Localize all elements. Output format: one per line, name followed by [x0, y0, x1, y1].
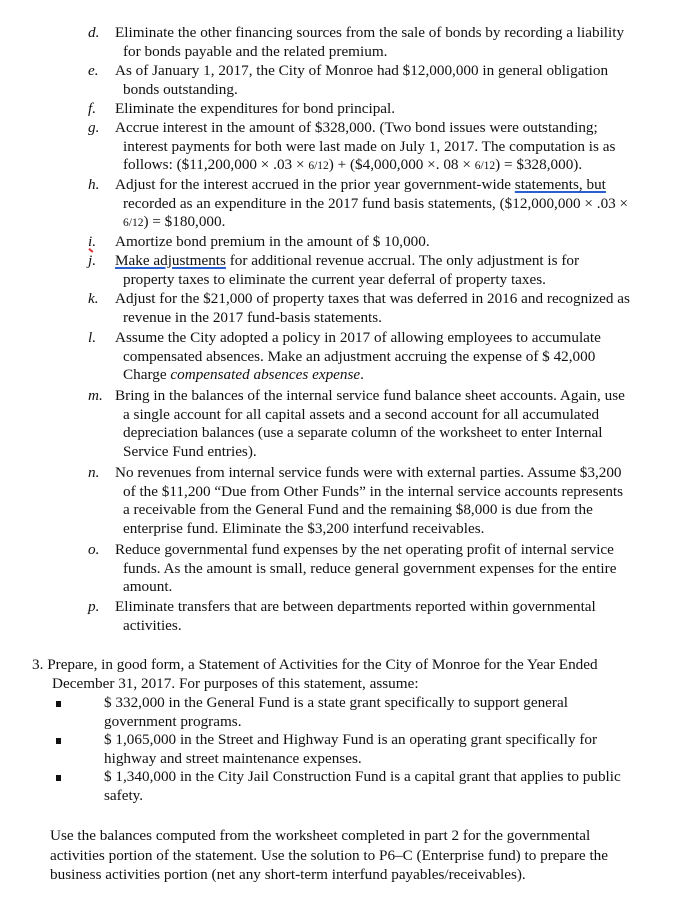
fraction: 6/12 — [123, 217, 144, 230]
item-h — [88, 176, 688, 233]
item-text: a single account for all capital assets and a second account for all accumulated — [123, 405, 600, 423]
item-g — [88, 119, 688, 176]
section-3-heading — [32, 656, 682, 693]
item-text: Eliminate the other financing sources from the sale of bonds by recording a liability — [115, 24, 625, 41]
list-item-text: $ 332,000 in the General Fund is a state grant specifically to support general — [104, 694, 568, 711]
item-marker: m. — [88, 387, 103, 404]
bullet-icon — [56, 775, 61, 781]
item-text — [115, 156, 688, 176]
item-text: amount. — [123, 578, 173, 596]
item-text: bonds outstanding. — [123, 80, 238, 98]
paragraph-line: Use the balances computed from the worksheet completed in part 2 for the governmental — [50, 827, 591, 844]
list-item-text: highway and street maintenance expenses. — [104, 749, 362, 767]
item-text — [115, 252, 579, 269]
item-marker: d. — [88, 24, 100, 41]
item-f — [88, 100, 688, 119]
fraction: 6/12 — [308, 160, 329, 173]
item-marker: n. — [88, 464, 100, 481]
item-text: As of January 1, 2017, the City of Monroe had $12,000,000 in general obligation — [115, 62, 609, 79]
list-item-text: $ 1,340,000 in the City Jail Construction Fund is a capital grant that applies to public — [104, 768, 621, 786]
item-marker: f. — [88, 100, 97, 117]
item-text — [115, 213, 688, 233]
item-text: Adjust for the $21,000 of property taxes that was deferred in 2016 and recognized as — [115, 290, 630, 307]
section-3-line: December 31, 2017. For purposes of this statement, assume: — [52, 674, 419, 692]
item-d — [88, 24, 688, 61]
item-text: recorded as an expenditure in the 2017 fund basis statements, ($12,000,000 × .03 × — [123, 194, 629, 212]
item-marker: k. — [88, 290, 99, 307]
item-n — [88, 464, 688, 538]
text-run: Adjust for the interest accrued in the prior year government-wide — [115, 176, 515, 193]
bullet-icon — [56, 738, 61, 744]
list-item-text: $ 1,065,000 in the Street and Highway Fund is an operating grant specifically for — [104, 731, 598, 749]
item-text: Reduce governmental fund expenses by the net operating profit of internal service — [115, 541, 614, 558]
item-k — [88, 290, 688, 327]
list-item-text: government programs. — [104, 712, 242, 730]
item-text: Eliminate transfers that are between departments reported within governmental — [115, 598, 596, 615]
item-i — [88, 233, 688, 252]
item-m — [88, 387, 688, 461]
item-text: Accrue interest in the amount of $328,000. (Two bond issues were outstanding; — [115, 119, 598, 136]
section-3-line: 3. Prepare, in good form, a Statement of Activities for the City of Monroe for the Year Ended — [32, 656, 598, 673]
item-marker: h. — [88, 176, 100, 193]
paragraph-line: business activities portion (net any short-term interfund payables/receivables). — [50, 866, 526, 883]
item-text: revenue in the 2017 fund-basis statements. — [123, 308, 382, 326]
item-marker: o. — [88, 541, 100, 558]
grammar-flag[interactable]: Make adjustments — [115, 252, 226, 269]
item-marker: j. — [88, 252, 97, 269]
item-p — [88, 598, 688, 635]
italic-term: compensated absences expense — [170, 366, 361, 384]
item-text: Amortize bond premium in the amount of $ 10,000. — [115, 233, 430, 250]
item-text: a receivable from the General Fund and the remaining $8,000 is due from the — [123, 501, 593, 519]
bullet-icon — [56, 701, 61, 707]
item-text: No revenues from internal service funds were with external parties. Assume $3,200 — [115, 464, 622, 481]
item-text — [115, 176, 606, 193]
formula-part: ) = $328,000). — [495, 156, 583, 174]
item-text: interest payments for both were last made on July 1, 2017. The computation is as — [123, 137, 616, 155]
item-text: property taxes to eliminate the current year deferral of property taxes. — [123, 270, 546, 288]
item-text: activities. — [123, 616, 182, 634]
item-e — [88, 62, 688, 99]
item-marker: g. — [88, 119, 100, 136]
text-run: Charge — [123, 366, 171, 384]
list-item — [56, 768, 686, 805]
item-text: Service Fund entries). — [123, 442, 257, 460]
item-marker: l. — [88, 329, 97, 346]
item-text: depreciation balances (use a separate column of the worksheet to enter Internal — [123, 424, 603, 442]
item-text: compensated absences. Make an adjustment accruing the expense of $ 42,000 — [123, 347, 596, 365]
text-run: . — [360, 366, 364, 384]
item-text: for bonds payable and the related premium. — [123, 42, 388, 60]
item-o — [88, 541, 688, 597]
item-text: Bring in the balances of the internal service fund balance sheet accounts. Again, use — [115, 387, 625, 404]
item-text: Eliminate the expenditures for bond principal. — [115, 100, 396, 117]
item-marker: p. — [88, 598, 100, 615]
formula-part: follows: ($11,200,000 × .03 × — [123, 156, 309, 174]
item-text: funds. As the amount is small, reduce general government expenses for the entire — [123, 559, 617, 577]
paragraph-line: activities portion of the statement. Use the solution to P6–C (Enterprise fund) to prepare the — [50, 846, 609, 864]
item-l — [88, 329, 688, 385]
list-item-text: safety. — [104, 786, 144, 804]
formula-part: ) + ($4,000,000 ×. 08 × — [328, 156, 475, 174]
grammar-flag[interactable]: statements, but — [514, 176, 606, 193]
closing-paragraph — [50, 826, 680, 885]
fraction: 6/12 — [474, 160, 496, 173]
item-text: enterprise fund. Eliminate the $3,200 interfund receivables. — [123, 519, 485, 537]
text-run: ) = $180,000. — [143, 213, 226, 231]
item-text — [115, 366, 688, 385]
text-run: for additional revenue accrual. The only adjustment is for — [225, 252, 580, 269]
assumption-list — [56, 694, 686, 806]
list-item — [56, 694, 686, 731]
list-item — [56, 731, 686, 768]
item-marker: i. — [88, 233, 108, 252]
item-marker: e. — [88, 62, 99, 79]
item-text: of the $11,200 “Due from Other Funds” in the internal service accounts represents — [123, 482, 624, 500]
item-j — [88, 252, 688, 289]
item-text: Assume the City adopted a policy in 2017 of allowing employees to accumulate — [115, 329, 601, 346]
